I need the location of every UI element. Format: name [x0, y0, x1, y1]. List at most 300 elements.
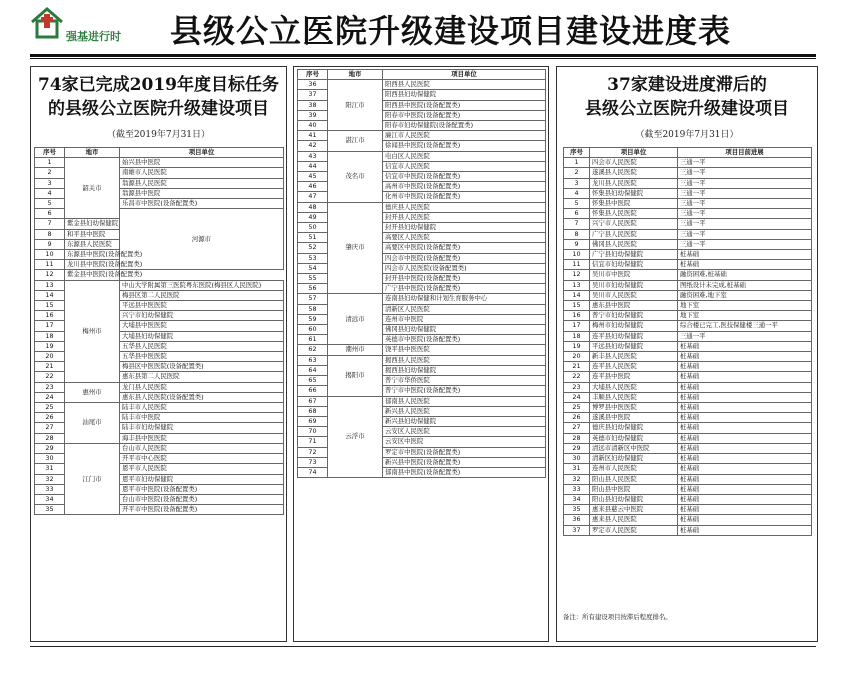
unit-cell: 阳山县中医院 [590, 484, 678, 494]
table-row [564, 474, 812, 484]
unit-cell: 南雄市人民医院 [120, 168, 284, 178]
progress-cell: 桩基础 [678, 423, 812, 433]
unit-cell: 梅州市妇幼保健院 [590, 321, 678, 331]
unit-cell: 吴川市妇幼保健院 [590, 280, 678, 290]
table-row [35, 280, 284, 290]
unit-cell: 新兴县人民医院 [383, 406, 546, 416]
unit-cell: 普宁市华侨医院 [383, 376, 546, 386]
table-row [564, 158, 812, 168]
table-row [564, 188, 812, 198]
table-row [564, 464, 812, 474]
progress-cell: 桩基础 [678, 494, 812, 504]
unit-cell: 五华县中医医院 [120, 352, 284, 362]
unit-cell: 紫金县中医院(设备配置类) [65, 270, 120, 280]
unit-cell: 新兴县妇幼保健院 [383, 416, 546, 426]
row-number: 30 [35, 454, 65, 464]
unit-cell: 连平县妇幼保健院 [590, 331, 678, 341]
progress-cell: 融资困难,地下室 [678, 290, 812, 300]
left-panel-title-1: 74家已完成2019年度目标任务 [38, 75, 279, 95]
unit-cell: 四会市人民医院 [590, 158, 678, 168]
row-number: 24 [35, 392, 65, 402]
progress-cell: 桩基础 [678, 260, 812, 270]
row-number: 35 [564, 505, 590, 515]
unit-cell: 连州市中医院 [383, 314, 546, 324]
table-row [564, 290, 812, 300]
row-number: 8 [35, 229, 65, 239]
table-row [564, 199, 812, 209]
progress-cell: 地下室 [678, 311, 812, 321]
row-number: 70 [298, 427, 328, 437]
row-number: 12 [564, 270, 590, 280]
unit-cell: 陆丰市妇幼保健院 [120, 423, 284, 433]
row-number: 24 [564, 392, 590, 402]
unit-cell: 阳西县中医院(设备配置类) [383, 100, 546, 110]
row-number: 33 [35, 484, 65, 494]
row-number: 71 [298, 437, 328, 447]
unit-cell: 云安区人民医院 [383, 427, 546, 437]
progress-cell: 三通一平 [678, 199, 812, 209]
row-number: 4 [35, 188, 65, 198]
row-number: 9 [35, 239, 65, 249]
row-number: 7 [35, 219, 65, 229]
unit-cell: 连州市人民医院 [590, 464, 678, 474]
progress-cell: 三通一平 [678, 239, 812, 249]
row-number: 32 [564, 474, 590, 484]
logo-text: 强基进行时 [66, 30, 121, 43]
row-number: 18 [35, 331, 65, 341]
row-number: 49 [298, 212, 328, 222]
row-number: 59 [298, 314, 328, 324]
unit-cell: 兴宁市妇幼保健院 [120, 311, 284, 321]
city-cell: 阳江市 [328, 80, 383, 131]
row-number: 35 [35, 505, 65, 515]
unit-cell: 吴川市中医院 [590, 270, 678, 280]
table-row [35, 270, 284, 280]
row-number: 1 [35, 158, 65, 168]
table-row [564, 270, 812, 280]
right-panel [556, 66, 818, 642]
city-cell: 潮州市 [328, 345, 383, 355]
row-number: 17 [564, 321, 590, 331]
progress-cell: 桩基础 [678, 392, 812, 402]
unit-cell: 开平市中医院(设备配置类) [120, 505, 284, 515]
table-row [298, 202, 546, 212]
row-number: 52 [298, 243, 328, 253]
table-row [564, 515, 812, 525]
unit-cell: 廉江市人民医院 [383, 131, 546, 141]
unit-cell: 揭西县人民医院 [383, 355, 546, 365]
row-number: 9 [564, 239, 590, 249]
row-number: 31 [35, 464, 65, 474]
progress-cell: 桩基础 [678, 403, 812, 413]
header-rule [30, 54, 816, 57]
unit-cell: 高要区中医院(设备配置类) [383, 243, 546, 253]
unit-cell: 清新区妇幼保健院 [590, 454, 678, 464]
row-number: 5 [35, 199, 65, 209]
row-number: 43 [298, 151, 328, 161]
page-header [0, 0, 843, 58]
unit-cell: 普宁市妇幼保健院 [590, 311, 678, 321]
unit-cell: 普宁市中医院(设备配置类) [383, 386, 546, 396]
table-row [564, 168, 812, 178]
progress-cell: 三通一平 [678, 158, 812, 168]
unit-cell: 翁源县中医院 [120, 188, 284, 198]
city-cell: 梅州市 [65, 280, 120, 382]
table-row [564, 392, 812, 402]
table-row [298, 345, 546, 355]
right-col-no: 序号 [564, 148, 590, 158]
unit-cell: 德庆县人民医院 [383, 202, 546, 212]
unit-cell: 惠东县第二人民医院 [120, 372, 284, 382]
unit-cell: 饶平县中医医院 [383, 345, 546, 355]
unit-cell: 开平市中心医院 [120, 454, 284, 464]
row-number: 5 [564, 199, 590, 209]
unit-cell: 电白区人民医院 [383, 151, 546, 161]
left-panel-title-2: 的县级公立医院升级建设项目 [48, 99, 269, 119]
unit-cell: 中山大学附属第三医院粤东医院(梅县区人民医院) [120, 280, 284, 290]
progress-cell: 桩基础 [678, 341, 812, 351]
unit-cell: 龙川县人民医院 [590, 178, 678, 188]
row-number: 15 [35, 301, 65, 311]
unit-cell: 博罗县中医医院 [590, 403, 678, 413]
right-table [563, 147, 812, 536]
progress-cell: 桩基础 [678, 362, 812, 372]
unit-cell: 揭西县妇幼保健院 [383, 365, 546, 375]
unit-cell: 高州市中医院(设备配置类) [383, 182, 546, 192]
unit-cell: 郁南县人民医院 [383, 396, 546, 406]
row-number: 73 [298, 457, 328, 467]
row-number: 67 [298, 396, 328, 406]
row-number: 2 [35, 168, 65, 178]
middle-panel [293, 66, 549, 642]
row-number: 56 [298, 284, 328, 294]
unit-cell: 东源县人民医院 [65, 239, 120, 249]
progress-cell: 地下室 [678, 301, 812, 311]
progress-cell: 三通一平 [678, 178, 812, 188]
row-number: 69 [298, 416, 328, 426]
house-icon [30, 6, 64, 40]
unit-cell: 大埔县人民医院 [590, 382, 678, 392]
mid-col-city: 地市 [328, 70, 383, 80]
unit-cell: 连南县妇幼保健和计划生育服务中心 [383, 294, 546, 304]
unit-cell: 连平县人民医院 [590, 362, 678, 372]
progress-cell: 桩基础 [678, 464, 812, 474]
row-number: 16 [564, 311, 590, 321]
unit-cell: 郁南县中医院(设备配置类) [383, 467, 546, 477]
row-number: 29 [564, 443, 590, 453]
unit-cell: 大埔县中医医院 [120, 321, 284, 331]
progress-cell: 桩基础 [678, 515, 812, 525]
unit-cell: 翁源县人民医院 [120, 178, 284, 188]
row-number: 32 [35, 474, 65, 484]
unit-cell: 阳山县人民医院 [590, 474, 678, 484]
unit-cell: 惠来县慈云中医院 [590, 505, 678, 515]
unit-cell: 恩平市中医院(设备配置类) [120, 484, 284, 494]
right-col-progress: 项目目前进展 [678, 148, 812, 158]
table-row [564, 341, 812, 351]
unit-cell: 封开县妇幼保健院 [383, 223, 546, 233]
row-number: 13 [35, 280, 65, 290]
row-number: 20 [564, 352, 590, 362]
row-number: 30 [564, 454, 590, 464]
city-cell: 肇庆市 [328, 202, 383, 294]
table-row [564, 443, 812, 453]
table-row [298, 294, 546, 304]
row-number: 68 [298, 406, 328, 416]
row-number: 6 [564, 209, 590, 219]
row-number: 23 [564, 382, 590, 392]
unit-cell: 五华县人民医院 [120, 341, 284, 351]
unit-cell: 恩平市人民医院 [120, 464, 284, 474]
unit-cell: 阳春市妇幼保健院(设备配置类) [383, 121, 546, 131]
row-number: 3 [35, 178, 65, 188]
left-panel-subtitle: （截至2019年7月31日） [106, 130, 211, 140]
row-number: 72 [298, 447, 328, 457]
row-number: 55 [298, 274, 328, 284]
unit-cell: 罗定市中医院(设备配置类) [383, 447, 546, 457]
row-number: 34 [35, 494, 65, 504]
unit-cell: 高要区人民医院 [383, 233, 546, 243]
progress-cell: 三通一平 [678, 219, 812, 229]
unit-cell: 德庆县妇幼保健院 [590, 423, 678, 433]
table-row [564, 280, 812, 290]
row-number: 42 [298, 141, 328, 151]
unit-cell: 遂溪县人民医院 [590, 168, 678, 178]
logo [30, 6, 130, 50]
progress-cell: 图纸设计未完成,桩基础 [678, 280, 812, 290]
unit-cell: 罗定市人民医院 [590, 525, 678, 535]
row-number: 74 [298, 467, 328, 477]
table-row [564, 352, 812, 362]
row-number: 37 [564, 525, 590, 535]
table-row [564, 494, 812, 504]
unit-cell: 平远县妇幼保健院 [590, 341, 678, 351]
row-number: 57 [298, 294, 328, 304]
unit-cell: 怀集县人民医院 [590, 209, 678, 219]
left-col-no: 序号 [35, 148, 65, 158]
progress-cell: 三通一平 [678, 209, 812, 219]
table-row [564, 382, 812, 392]
table-row [564, 239, 812, 249]
unit-cell: 惠东县人民医院(设备配置类) [120, 392, 284, 402]
row-number: 28 [564, 433, 590, 443]
progress-cell: 桩基础 [678, 474, 812, 484]
table-row [564, 525, 812, 535]
unit-cell: 阳春市中医院(设备配置类) [383, 110, 546, 120]
row-number: 14 [35, 290, 65, 300]
row-number: 46 [298, 182, 328, 192]
city-cell: 清远市 [328, 294, 383, 345]
unit-cell: 海丰县中医医院 [120, 433, 284, 443]
table-row [564, 250, 812, 260]
unit-cell: 四会市人民医院(设备配置类) [383, 263, 546, 273]
unit-cell: 怀集县妇幼保健院 [590, 188, 678, 198]
right-note: 备注：所有建设项目按滞后程度排名。 [563, 613, 672, 621]
row-number: 19 [35, 341, 65, 351]
unit-cell: 惠东县中医院 [590, 301, 678, 311]
row-number: 41 [298, 131, 328, 141]
row-number: 45 [298, 172, 328, 182]
left-col-city: 地市 [65, 148, 120, 158]
table-row [298, 396, 546, 406]
row-number: 26 [35, 413, 65, 423]
row-number: 11 [564, 260, 590, 270]
row-number: 33 [564, 484, 590, 494]
row-number: 65 [298, 376, 328, 386]
progress-cell: 综合楼已完工,医技保健楼三通一平 [678, 321, 812, 331]
unit-cell: 东源县中医院(设备配置类) [65, 250, 120, 260]
row-number: 66 [298, 386, 328, 396]
table-row [564, 454, 812, 464]
row-number: 27 [35, 423, 65, 433]
unit-cell: 连平县中医院 [590, 372, 678, 382]
city-cell: 湛江市 [328, 131, 383, 151]
unit-cell: 广宁县妇幼保健院 [590, 250, 678, 260]
row-number: 58 [298, 304, 328, 314]
unit-cell: 陆丰市中医院 [120, 413, 284, 423]
row-number: 22 [564, 372, 590, 382]
unit-cell: 龙门县人民医院 [120, 382, 284, 392]
right-panel-subtitle: （截至2019年7月31日） [635, 130, 739, 140]
table-row [564, 403, 812, 413]
row-number: 12 [35, 270, 65, 280]
row-number: 38 [298, 100, 328, 110]
progress-cell: 桩基础 [678, 484, 812, 494]
unit-cell: 封开县中医院(设备配置类) [383, 274, 546, 284]
row-number: 47 [298, 192, 328, 202]
progress-cell: 桩基础 [678, 250, 812, 260]
table-row [564, 362, 812, 372]
unit-cell: 阳西县人民医院 [383, 80, 546, 90]
unit-cell: 清远市清新区中医院 [590, 443, 678, 453]
unit-cell: 梅县区第二人民医院 [120, 290, 284, 300]
row-number: 8 [564, 229, 590, 239]
row-number: 19 [564, 341, 590, 351]
unit-cell: 佛冈县妇幼保健院 [383, 325, 546, 335]
unit-cell: 广宁县人民医院 [590, 229, 678, 239]
table-row [564, 229, 812, 239]
row-number: 29 [35, 443, 65, 453]
unit-cell: 封开县人民医院 [383, 212, 546, 222]
row-number: 31 [564, 464, 590, 474]
progress-cell: 桩基础 [678, 433, 812, 443]
row-number: 22 [35, 372, 65, 382]
table-row [35, 443, 284, 453]
right-panel-title-1: 37家建设进度滞后的 [607, 75, 767, 95]
table-row [564, 331, 812, 341]
row-number: 36 [298, 80, 328, 90]
left-panel [30, 66, 287, 642]
row-number: 36 [564, 515, 590, 525]
unit-cell: 四会市中医院(设备配置类) [383, 253, 546, 263]
unit-cell: 紫金县妇幼保健院 [65, 219, 120, 229]
unit-cell: 英德市中医院(设备配置类) [383, 335, 546, 345]
row-number: 62 [298, 345, 328, 355]
row-number: 61 [298, 335, 328, 345]
table-row [298, 131, 546, 141]
unit-cell: 丰顺县人民医院 [590, 392, 678, 402]
row-number: 1 [564, 158, 590, 168]
city-cell: 惠州市 [65, 382, 120, 402]
row-number: 3 [564, 178, 590, 188]
unit-cell: 台山市中医院(设备配置类) [120, 494, 284, 504]
progress-cell: 桩基础 [678, 352, 812, 362]
row-number: 21 [564, 362, 590, 372]
table-row [564, 311, 812, 321]
table-row [298, 355, 546, 365]
table-row [564, 209, 812, 219]
row-number: 63 [298, 355, 328, 365]
table-row [564, 413, 812, 423]
row-number: 39 [298, 110, 328, 120]
progress-cell: 三通一平 [678, 188, 812, 198]
unit-cell: 信宜市中医院(设备配置类) [383, 172, 546, 182]
row-number: 40 [298, 121, 328, 131]
row-number: 18 [564, 331, 590, 341]
row-number: 11 [35, 260, 65, 270]
table-row [564, 423, 812, 433]
row-number: 28 [35, 433, 65, 443]
row-number: 51 [298, 233, 328, 243]
unit-cell: 新兴县中医院(设备配置类) [383, 457, 546, 467]
table-row [298, 151, 546, 161]
unit-cell: 兴宁市人民医院 [590, 219, 678, 229]
table-row [564, 372, 812, 382]
unit-cell: 怀集县中医院 [590, 199, 678, 209]
row-number: 4 [564, 188, 590, 198]
table-row [35, 158, 284, 168]
progress-cell: 三通一平 [678, 229, 812, 239]
unit-cell: 广宁县中医院(设备配置类) [383, 284, 546, 294]
row-number: 10 [564, 250, 590, 260]
unit-cell: 陆丰市人民医院 [120, 403, 284, 413]
unit-cell: 新丰县人民医院 [590, 352, 678, 362]
unit-cell: 信宜市人民医院 [383, 161, 546, 171]
unit-cell: 乐昌市中医院(设备配置类) [120, 199, 284, 209]
table-row [564, 301, 812, 311]
city-cell: 韶关市 [65, 158, 120, 219]
progress-cell: 三通一平 [678, 168, 812, 178]
progress-cell: 桩基础 [678, 372, 812, 382]
unit-cell: 阳西县妇幼保健院 [383, 90, 546, 100]
progress-cell: 桩基础 [678, 454, 812, 464]
page-title: 县级公立医院升级建设项目建设进度表 [170, 12, 732, 50]
row-number: 34 [564, 494, 590, 504]
row-number: 53 [298, 253, 328, 263]
unit-cell: 平远县中医医院 [120, 301, 284, 311]
row-number: 21 [35, 362, 65, 372]
row-number: 60 [298, 325, 328, 335]
unit-cell: 遂溪县中医院 [590, 413, 678, 423]
row-number: 27 [564, 423, 590, 433]
bottom-rule [30, 646, 816, 647]
row-number: 25 [35, 403, 65, 413]
city-cell: 汕尾市 [65, 403, 120, 444]
row-number: 50 [298, 223, 328, 233]
right-col-unit: 项目单位 [590, 148, 678, 158]
unit-cell: 清新区人民医院 [383, 304, 546, 314]
row-number: 64 [298, 365, 328, 375]
row-number: 16 [35, 311, 65, 321]
unit-cell: 英德市妇幼保健院 [590, 433, 678, 443]
table-row [564, 219, 812, 229]
row-number: 44 [298, 161, 328, 171]
unit-cell: 始兴县中医院 [120, 158, 284, 168]
table-row [35, 382, 284, 392]
middle-table [297, 69, 546, 478]
left-col-unit: 项目单位 [120, 148, 284, 158]
row-number: 25 [564, 403, 590, 413]
